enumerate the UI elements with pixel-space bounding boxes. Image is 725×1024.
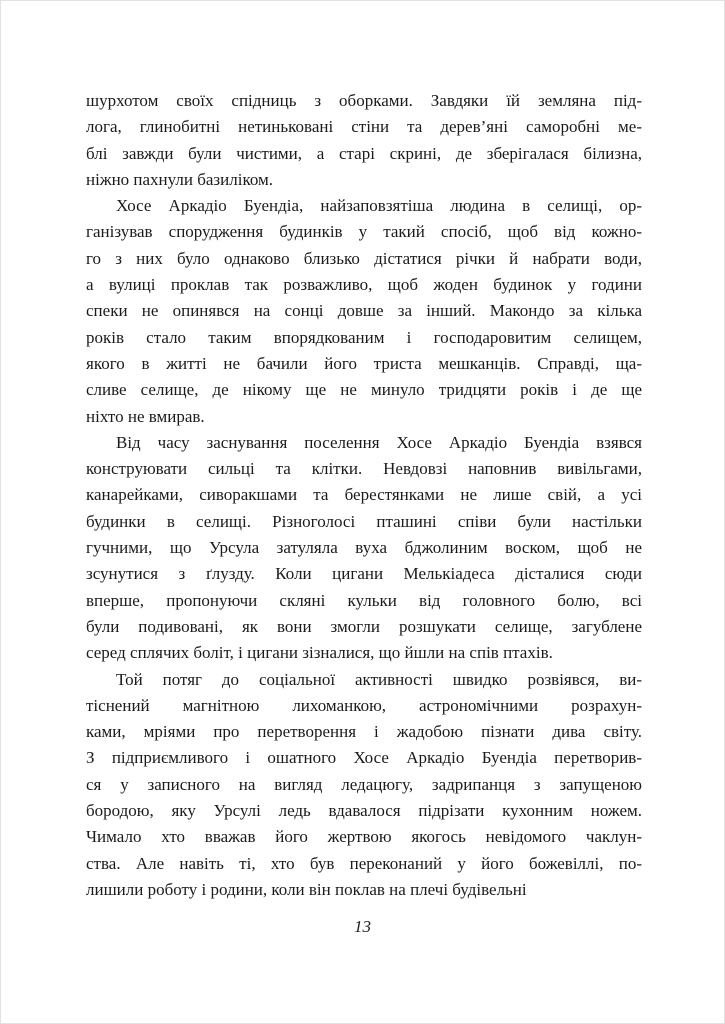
paragraph bbox=[86, 430, 642, 667]
paragraph bbox=[86, 193, 642, 430]
text-line: бородою, яку Урсулі ледь вдавалося підрізати кухонним ножем. bbox=[86, 801, 642, 821]
text-line: будинки в селищі. Різноголосі пташині співи були настільки bbox=[86, 511, 642, 531]
text-line: шурхотом своїх спідниць з оборками. Завдяки їй земляна під- bbox=[86, 91, 642, 110]
text-line: тіснений магнітною лихоманкою, астрономічними розрахун- bbox=[86, 695, 642, 715]
text-line: ніжно пахнули базиліком. bbox=[86, 169, 274, 189]
text-line: ками, мріями про перетворення і жадобою пізнати дива світу. bbox=[86, 722, 642, 742]
text-line: ства. Але навіть ті, хто був переконаний у його божевіллі, по- bbox=[86, 853, 642, 873]
text-line: спеки не опинявся на сонці довше за інший. Макондо за кілька bbox=[86, 301, 642, 321]
text-line: гучними, що Урсула затуляла вуха бджолиним воском, щоб не bbox=[86, 538, 642, 558]
text-line: Хосе Аркадіо Буендіа, найзаповзятіша людина в селищі, ор- bbox=[116, 196, 642, 216]
text-line: сливе селище, де нікому ще не минуло тридцяти років і де ще bbox=[86, 380, 642, 400]
text-line: вперше, пропонуючи скляні кульки від головного болю, всі bbox=[86, 590, 642, 610]
text-line: ніхто не вмирав. bbox=[86, 406, 205, 426]
text-line: років стало таким впорядкованим і господаровитим селищем, bbox=[86, 327, 642, 347]
text-line: конструювати сильці та клітки. Невдовзі наповнив вивільгами, bbox=[86, 459, 642, 479]
page-number: 13 bbox=[354, 917, 371, 936]
paragraph bbox=[86, 88, 642, 193]
text-line: З підприємливого і ошатного Хосе Аркадіо Буендіа перетворив- bbox=[86, 748, 642, 768]
text-line: були подивовані, як вони змогли розшукати селище, загублене bbox=[86, 616, 642, 636]
text-line: зсунутися з ґлузду. Коли цигани Мелькіадеса дісталися сюди bbox=[86, 564, 642, 584]
text-line: ся у записного на вигляд ледацюгу, задрипанця з запущеною bbox=[86, 774, 642, 794]
text-line: серед сплячих боліт, і цигани зізналися, що йшли на спів птахів. bbox=[86, 643, 553, 663]
text-line: канарейками, сиворакшами та берестянками не лише свій, а усі bbox=[86, 485, 642, 505]
text-line: якого в житті не бачили його триста мешканців. Справді, ща- bbox=[86, 353, 642, 373]
text-line: блі завжди були чистими, а старі скрині, де зберігалася білизна, bbox=[86, 143, 642, 163]
paragraph bbox=[86, 667, 642, 904]
text-line: Чимало хто вважав його жертвою якогось невідомого чаклун- bbox=[86, 827, 642, 847]
text-line: Від часу заснування поселення Хосе Аркадіо Буендіа взявся bbox=[116, 432, 642, 452]
text-line: го з них було однаково близько дістатися річки й набрати води, bbox=[86, 248, 642, 268]
text-line: лога, глинобитні нетиньковані стіни та дерев’яні саморобні ме- bbox=[86, 117, 642, 137]
text-line: ганізував спорудження будинків у такий спосіб, щоб від кожно- bbox=[86, 222, 642, 242]
text-line: лишили роботу і родини, коли він поклав на плечі будівельні bbox=[86, 879, 527, 899]
text-line: а вулиці проклав так розважливо, щоб жоден будинок у години bbox=[86, 275, 642, 295]
text-block bbox=[86, 88, 642, 903]
text-line: Той потяг до соціальної активності швидко розвіявся, ви- bbox=[116, 669, 642, 689]
